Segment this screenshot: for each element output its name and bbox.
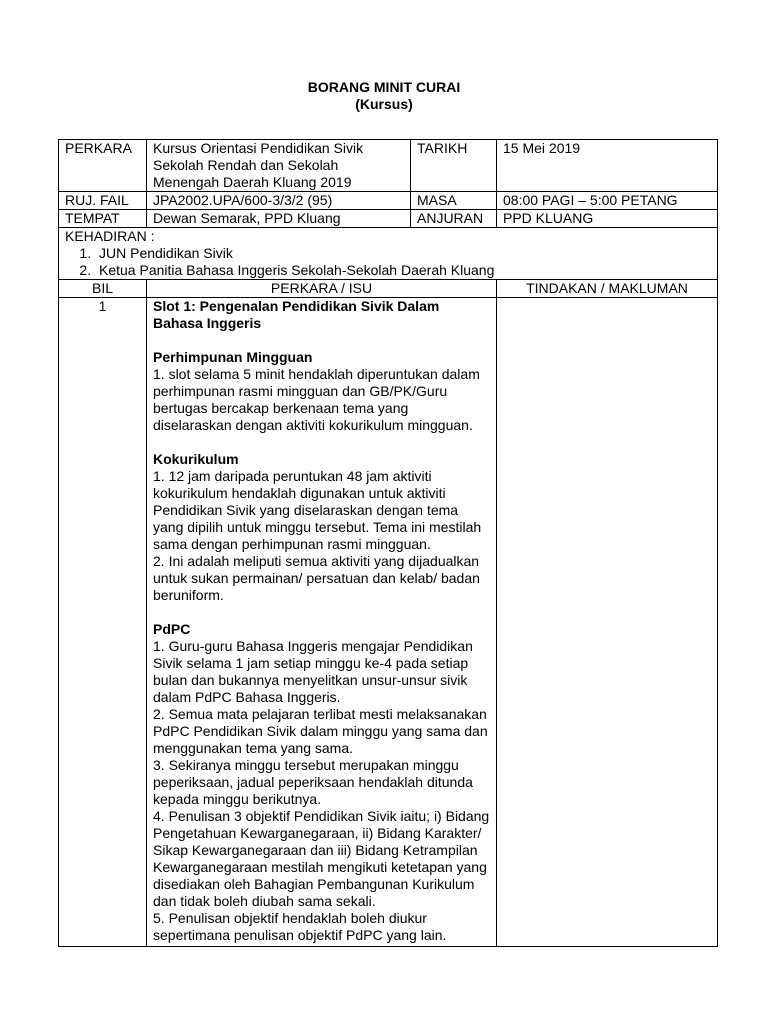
tarikh-value: 15 Mei 2019	[497, 140, 718, 192]
section-paragraph: 3. Sekiranya minggu tersebut merupakan minggu peperiksaan, jadual peperiksaan hendaklah ditunda kepada minggu berikutnya.	[153, 757, 473, 807]
perkara-label: PERKARA	[59, 140, 147, 192]
section-paragraph: 5. Penulisan objektif hendaklah boleh diukur sepertimana penulisan objektif PdPC yang lain.	[153, 910, 447, 943]
attendance-item: 1. JUN Pendidikan Sivik	[95, 245, 711, 262]
section-paragraph: 2. Ini adalah meliputi semua aktiviti yang dijadualkan untuk sukan permainan/ persatuan dan kelab/ badan beruniform.	[153, 553, 480, 603]
attendance-cell	[59, 228, 718, 280]
column-header-perkara-isu: PERKARA / ISU	[147, 280, 497, 298]
section-heading-kokurikulum: Kokurikulum	[153, 451, 239, 467]
column-header-bil	[59, 280, 147, 298]
document-title: BORANG MINIT CURAI	[307, 79, 461, 95]
meta-row-rujfail	[59, 192, 718, 210]
section-paragraph: 4. Penulisan 3 objektif Pendidikan Sivik iaitu; i) Bidang Pengetahuan Kewarganegaraan, ii) Bidang Karakter/ Sikap Kewarganegaraan dan iii) Bidang Ketrampilan Kewarganegaraan mestilah mengikuti ketetapan yang disediakan oleh Bahagian Pembangunan Kurikulum dan tidak boleh diubah sama sekali.	[153, 808, 490, 909]
attendance-list	[65, 245, 711, 279]
rujfail-value: JPA2002.UPA/600-3/3/2 (95)	[147, 192, 411, 210]
meta-row-perkara	[59, 140, 718, 192]
tarikh-label: TARIKH	[411, 140, 497, 192]
anjuran-value: PPD KLUANG	[497, 210, 718, 228]
section-heading-perhimpunan: Perhimpunan Mingguan	[153, 349, 313, 365]
attendance-row	[59, 228, 718, 280]
anjuran-label: ANJURAN	[411, 210, 497, 228]
column-header-tindakan: TINDAKAN / MAKLUMAN	[497, 280, 718, 298]
slot-title: Slot 1: Pengenalan Pendidikan Sivik Dalam Bahasa Inggeris	[153, 298, 440, 331]
section-paragraph: 1. Guru-guru Bahasa Inggeris mengajar Pendidikan Sivik selama 1 jam setiap minggu ke-4 pada setiap bulan dan bukannya menyelitkan unsur-unsur sivik dalam PdPC Bahasa Inggeris.	[153, 638, 473, 705]
section-heading-pdpc: PdPC	[153, 621, 191, 637]
attendance-label: KEHADIRAN :	[65, 228, 155, 244]
document-subtitle: (Kursus)	[355, 96, 413, 112]
tempat-label: TEMPAT	[59, 210, 147, 228]
section-paragraph: 2. Semua mata pelajaran terlibat mesti melaksanakan PdPC Pendidikan Sivik dalam minggu yang sama dan menggunakan tema yang sama.	[153, 706, 488, 756]
item-perkara-cell	[147, 298, 497, 947]
section-paragraph: 1. slot selama 5 minit hendaklah diperuntukan dalam perhimpunan rasmi mingguan dan GB/PK/Guru bertugas bercakap berkenaan tema yang diselaraskan dengan aktiviti kokurikulum mingguan.	[153, 366, 480, 433]
column-header-row	[59, 280, 718, 298]
item-tindakan-cell	[497, 298, 718, 947]
item-row	[59, 298, 718, 947]
section-paragraph: 1. 12 jam daripada peruntukan 48 jam aktiviti kokurikulum hendaklah digunakan untuk aktiviti Pendidikan Sivik yang diselaraskan dengan tema yang dipilih untuk minggu tersebut. Tema ini mestilah sama dengan perhimpunan rasmi mingguan.	[153, 468, 482, 552]
column-header-bil-text: BIL	[91, 280, 113, 296]
masa-value: 08:00 PAGI – 5:00 PETANG	[497, 192, 718, 210]
meta-row-tempat	[59, 210, 718, 228]
masa-label: MASA	[411, 192, 497, 210]
rujfail-label: RUJ. FAIL	[59, 192, 147, 210]
minutes-table	[58, 139, 718, 947]
tempat-value: Dewan Semarak, PPD Kluang	[147, 210, 411, 228]
attendance-item: 2. Ketua Panitia Bahasa Inggeris Sekolah-Sekolah Daerah Kluang	[95, 262, 711, 279]
item-bil	[59, 298, 147, 947]
item-bil-number: 1	[98, 298, 107, 314]
perkara-value: Kursus Orientasi Pendidikan Sivik Sekolah Rendah dan Sekolah Menengah Daerah Kluang 2019	[147, 140, 411, 192]
